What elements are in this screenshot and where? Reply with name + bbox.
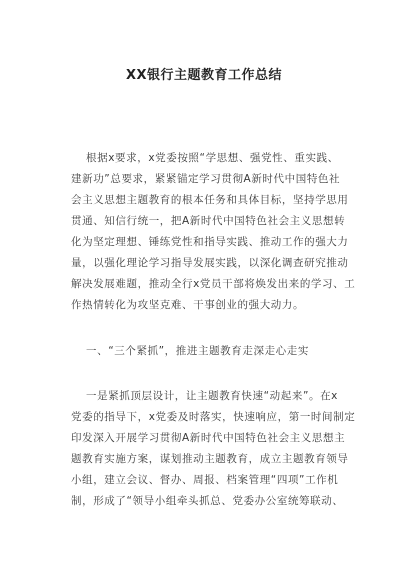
paragraph2-line-4: 题教育实施方案，谋划推动主题教育，成立主题教育领导 bbox=[71, 453, 349, 465]
paragraph2-line-3: 印发深入开展学习贯彻A新时代中国特色社会主义思想主 bbox=[71, 432, 346, 444]
paragraph1-line-3: 会主义思想主题教育的根本任务和具体目标，坚持学思用 bbox=[71, 194, 349, 206]
paragraph2-line-5: 小组，建立会议、督办、周报、档案管理“四项”工作机 bbox=[71, 474, 339, 486]
paragraph1-line-4: 贯通、知信行统一，把A新时代中国特色社会主义思想转 bbox=[71, 215, 346, 227]
paragraph1-line-1: 根据x要求，x党委按照“学思想、强党性、重实践、 bbox=[86, 152, 339, 164]
document-title: XX银行主题教育工作总结 bbox=[125, 68, 283, 83]
paragraph1-line-8: 作热情转化为攻坚克难、干事创业的强大动力。 bbox=[71, 299, 305, 311]
section-heading: 一、“三个紧抓”，推进主题教育走深走心走实 bbox=[86, 345, 309, 357]
paragraph1-line-6: 量，以强化理论学习指导发展实践，以深化调查研究推动 bbox=[71, 257, 349, 269]
paragraph2-line-2: 党委的指导下，x党委及时落实，快速响应，第一时间制定 bbox=[71, 411, 356, 423]
paragraph2-line-1: 一是紧抓顶层设计，让主题教育快速“动起来”。在x bbox=[86, 390, 338, 402]
paragraph2-line-6: 制，形成了“领导小组牵头抓总、党委办公室统筹联动、 bbox=[71, 495, 344, 507]
paragraph1-line-7: 解决发展难题，推动全行x党员干部将焕发出来的学习、工 bbox=[71, 278, 356, 290]
paragraph1-line-5: 化为坚定理想、锤练党性和指导实践、推动工作的强大力 bbox=[71, 236, 349, 248]
paragraph1-line-2: 建新功”总要求，紧紧锚定学习贯彻A新时代中国特色社 bbox=[71, 173, 341, 185]
